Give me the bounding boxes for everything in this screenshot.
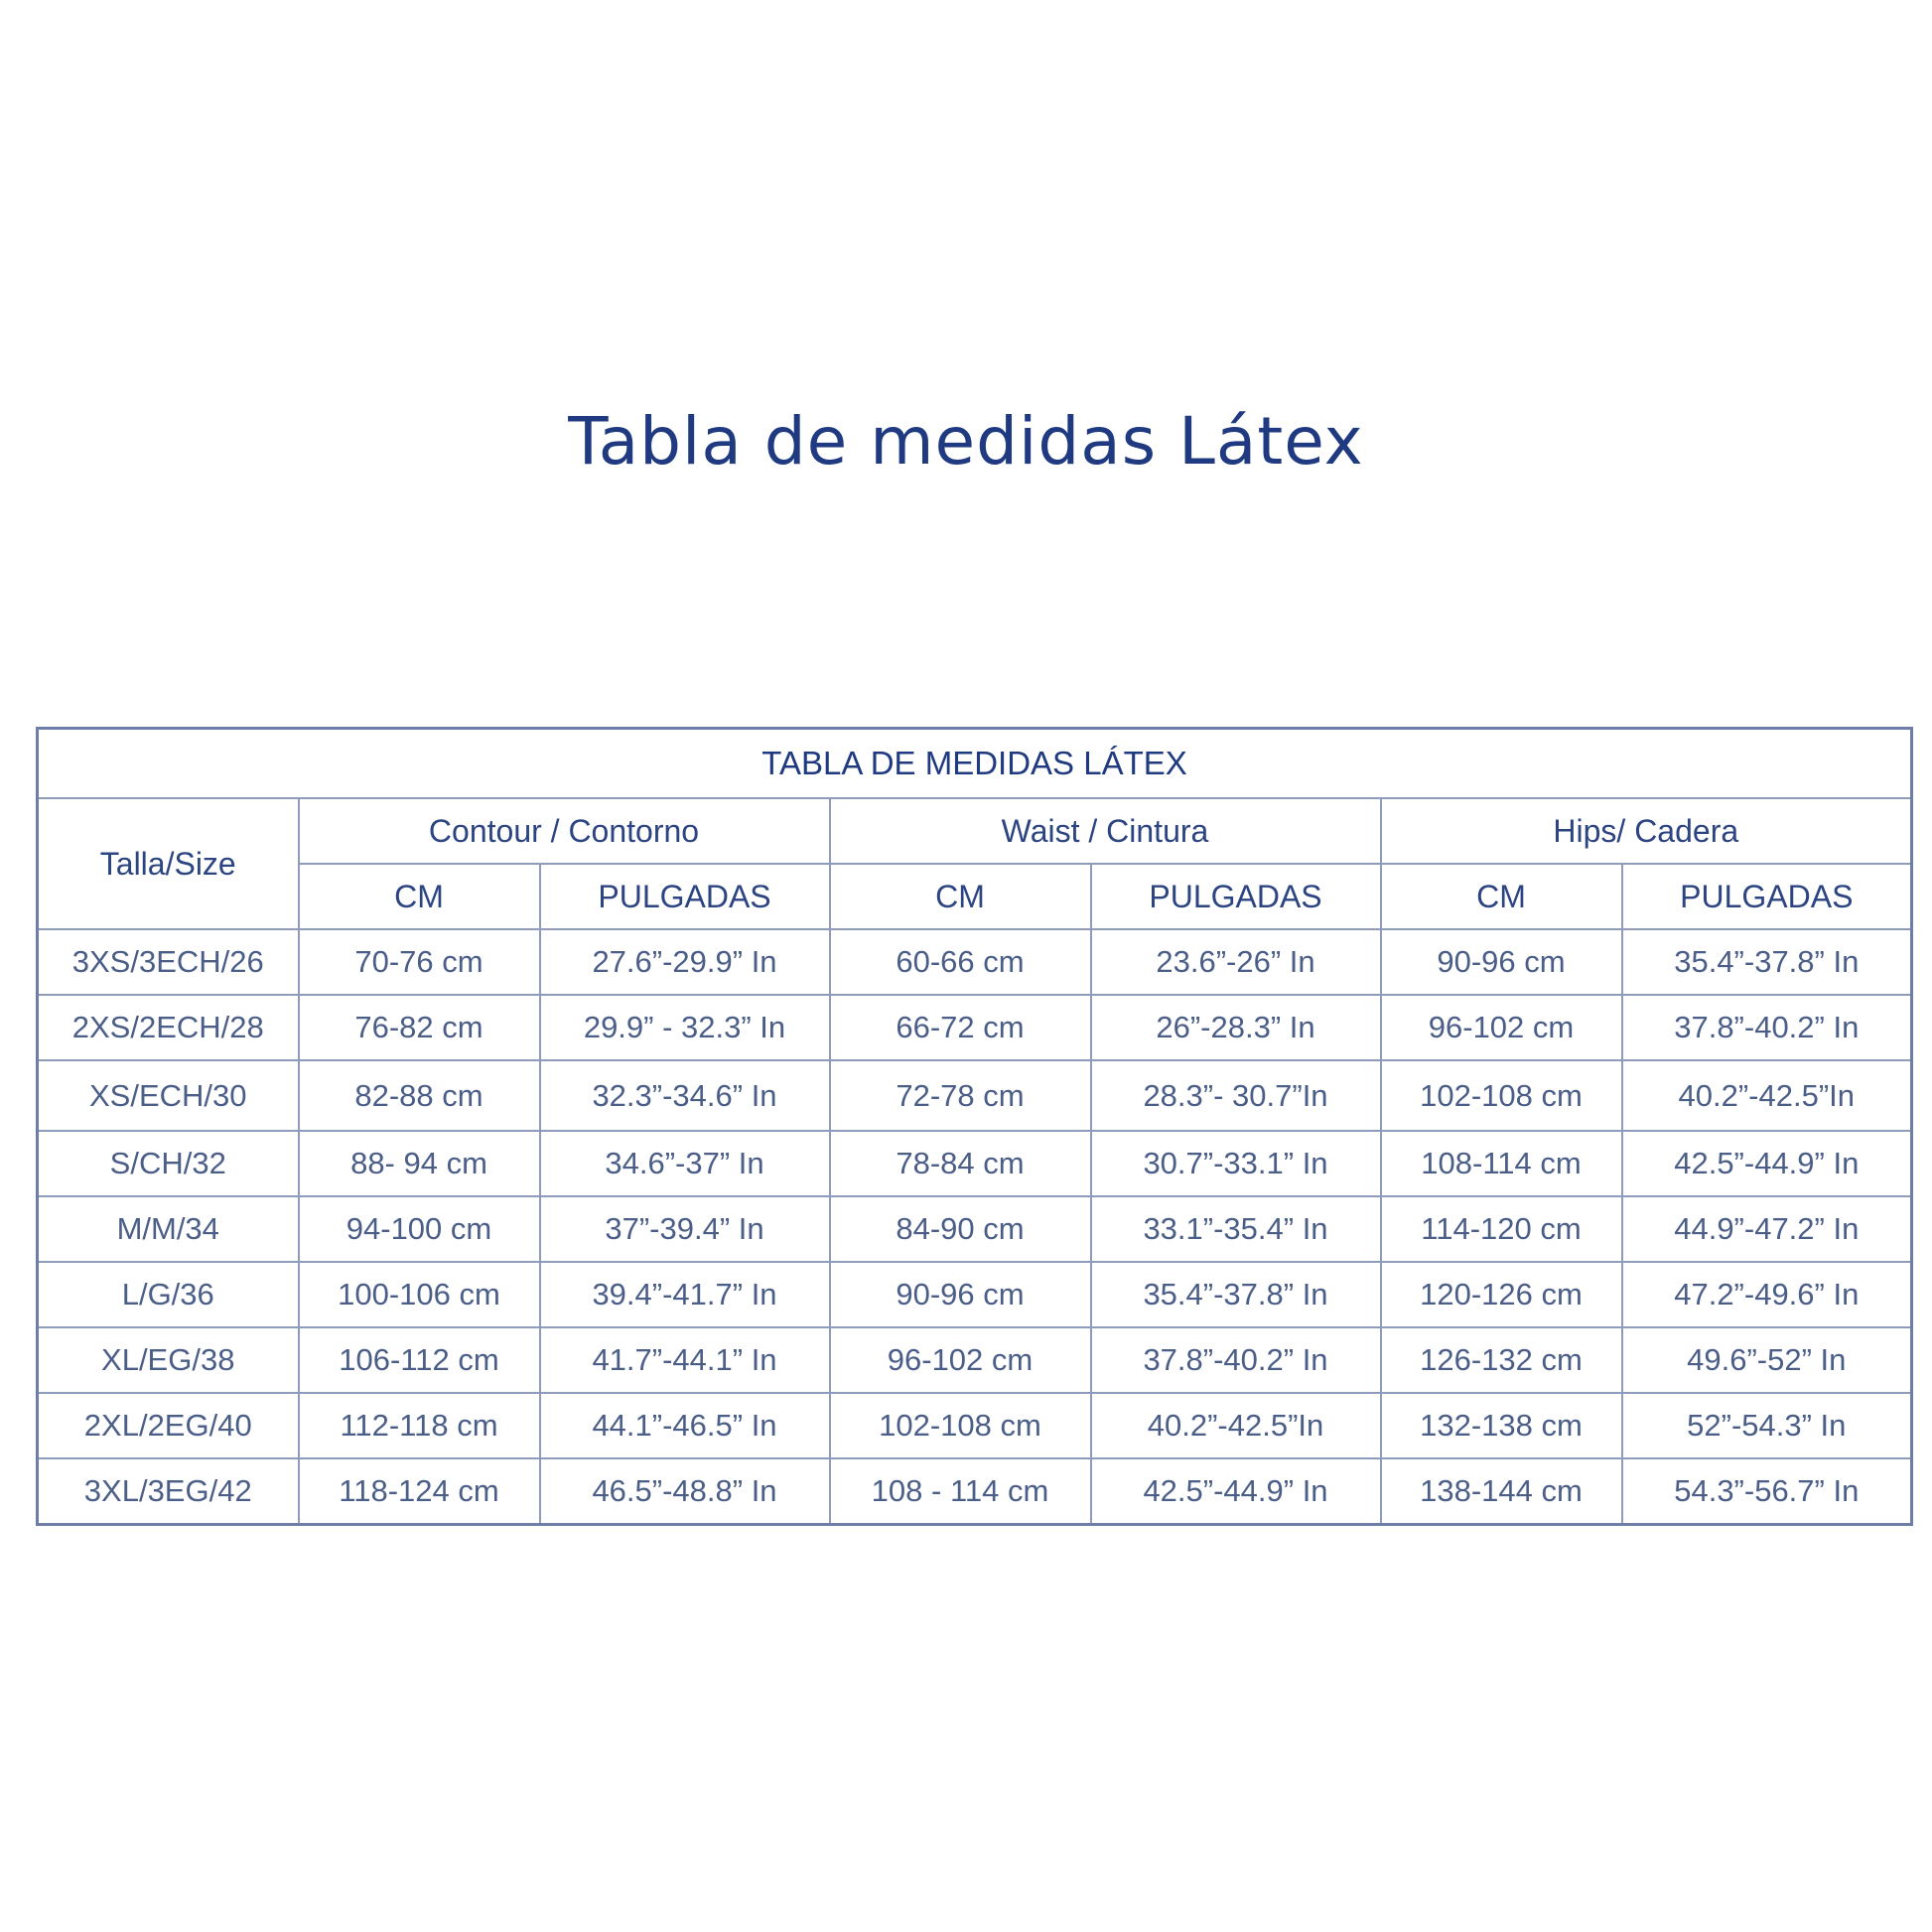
value-cell: 27.6”-29.9” In: [540, 929, 830, 995]
value-cell: 82-88 cm: [299, 1060, 540, 1131]
value-cell: 41.7”-44.1” In: [540, 1327, 830, 1393]
value-cell: 42.5”-44.9” In: [1091, 1458, 1381, 1525]
value-cell: 70-76 cm: [299, 929, 540, 995]
value-cell: 76-82 cm: [299, 995, 540, 1060]
value-cell: 39.4”-41.7” In: [540, 1262, 830, 1327]
value-cell: 33.1”-35.4” In: [1091, 1196, 1381, 1262]
value-cell: 132-138 cm: [1381, 1393, 1622, 1458]
value-cell: 46.5”-48.8” In: [540, 1458, 830, 1525]
unit-header: CM: [1381, 864, 1622, 929]
size-cell: L/G/36: [38, 1262, 299, 1327]
unit-header: PULGADAS: [1091, 864, 1381, 929]
value-cell: 108-114 cm: [1381, 1131, 1622, 1196]
value-cell: 32.3”-34.6” In: [540, 1060, 830, 1131]
value-cell: 112-118 cm: [299, 1393, 540, 1458]
table-title: TABLA DE MEDIDAS LÁTEX: [38, 729, 1912, 799]
table-row: [38, 1196, 1912, 1262]
table-row: [38, 1393, 1912, 1458]
size-cell: M/M/34: [38, 1196, 299, 1262]
value-cell: 37”-39.4” In: [540, 1196, 830, 1262]
value-cell: 44.1”-46.5” In: [540, 1393, 830, 1458]
value-cell: 30.7”-33.1” In: [1091, 1131, 1381, 1196]
table-title-row: [38, 729, 1912, 799]
value-cell: 138-144 cm: [1381, 1458, 1622, 1525]
page-title: Tabla de medidas Látex: [568, 403, 1364, 480]
group-header-contour: Contour / Contorno: [299, 798, 830, 864]
value-cell: 72-78 cm: [830, 1060, 1091, 1131]
size-cell: 2XL/2EG/40: [38, 1393, 299, 1458]
value-cell: 54.3”-56.7” In: [1622, 1458, 1912, 1525]
value-cell: 40.2”-42.5”In: [1091, 1393, 1381, 1458]
value-cell: 23.6”-26” In: [1091, 929, 1381, 995]
value-cell: 29.9” - 32.3” In: [540, 995, 830, 1060]
table-row: [38, 929, 1912, 995]
unit-header: PULGADAS: [540, 864, 830, 929]
value-cell: 78-84 cm: [830, 1131, 1091, 1196]
value-cell: 90-96 cm: [1381, 929, 1622, 995]
value-cell: 118-124 cm: [299, 1458, 540, 1525]
size-cell: 3XL/3EG/42: [38, 1458, 299, 1525]
value-cell: 96-102 cm: [1381, 995, 1622, 1060]
table-row: [38, 995, 1912, 1060]
group-header-row: [38, 798, 1912, 864]
value-cell: 35.4”-37.8” In: [1622, 929, 1912, 995]
value-cell: 102-108 cm: [1381, 1060, 1622, 1131]
value-cell: 66-72 cm: [830, 995, 1091, 1060]
value-cell: 94-100 cm: [299, 1196, 540, 1262]
size-cell: 2XS/2ECH/28: [38, 995, 299, 1060]
value-cell: 60-66 cm: [830, 929, 1091, 995]
value-cell: 90-96 cm: [830, 1262, 1091, 1327]
table-row: [38, 1131, 1912, 1196]
unit-header: PULGADAS: [1622, 864, 1912, 929]
value-cell: 100-106 cm: [299, 1262, 540, 1327]
value-cell: 108 - 114 cm: [830, 1458, 1091, 1525]
value-cell: 52”-54.3” In: [1622, 1393, 1912, 1458]
value-cell: 106-112 cm: [299, 1327, 540, 1393]
size-chart-table: [36, 727, 1913, 1526]
value-cell: 49.6”-52” In: [1622, 1327, 1912, 1393]
value-cell: 28.3”- 30.7”In: [1091, 1060, 1381, 1131]
value-cell: 42.5”-44.9” In: [1622, 1131, 1912, 1196]
value-cell: 102-108 cm: [830, 1393, 1091, 1458]
value-cell: 96-102 cm: [830, 1327, 1091, 1393]
value-cell: 37.8”-40.2” In: [1091, 1327, 1381, 1393]
unit-header-row: [38, 864, 1912, 929]
unit-header: CM: [299, 864, 540, 929]
value-cell: 37.8”-40.2” In: [1622, 995, 1912, 1060]
group-header-waist: Waist / Cintura: [830, 798, 1381, 864]
table-row: [38, 1458, 1912, 1525]
value-cell: 34.6”-37” In: [540, 1131, 830, 1196]
value-cell: 35.4”-37.8” In: [1091, 1262, 1381, 1327]
size-cell: XS/ECH/30: [38, 1060, 299, 1131]
size-column-header: Talla/Size: [38, 798, 299, 929]
value-cell: 26”-28.3” In: [1091, 995, 1381, 1060]
value-cell: 126-132 cm: [1381, 1327, 1622, 1393]
table-row: [38, 1327, 1912, 1393]
group-header-hips: Hips/ Cadera: [1381, 798, 1912, 864]
table-row: [38, 1060, 1912, 1131]
value-cell: 120-126 cm: [1381, 1262, 1622, 1327]
value-cell: 88- 94 cm: [299, 1131, 540, 1196]
table-row: [38, 1262, 1912, 1327]
size-cell: 3XS/3ECH/26: [38, 929, 299, 995]
value-cell: 84-90 cm: [830, 1196, 1091, 1262]
size-cell: S/CH/32: [38, 1131, 299, 1196]
unit-header: CM: [830, 864, 1091, 929]
value-cell: 40.2”-42.5”In: [1622, 1060, 1912, 1131]
value-cell: 44.9”-47.2” In: [1622, 1196, 1912, 1262]
value-cell: 47.2”-49.6” In: [1622, 1262, 1912, 1327]
size-cell: XL/EG/38: [38, 1327, 299, 1393]
value-cell: 114-120 cm: [1381, 1196, 1622, 1262]
